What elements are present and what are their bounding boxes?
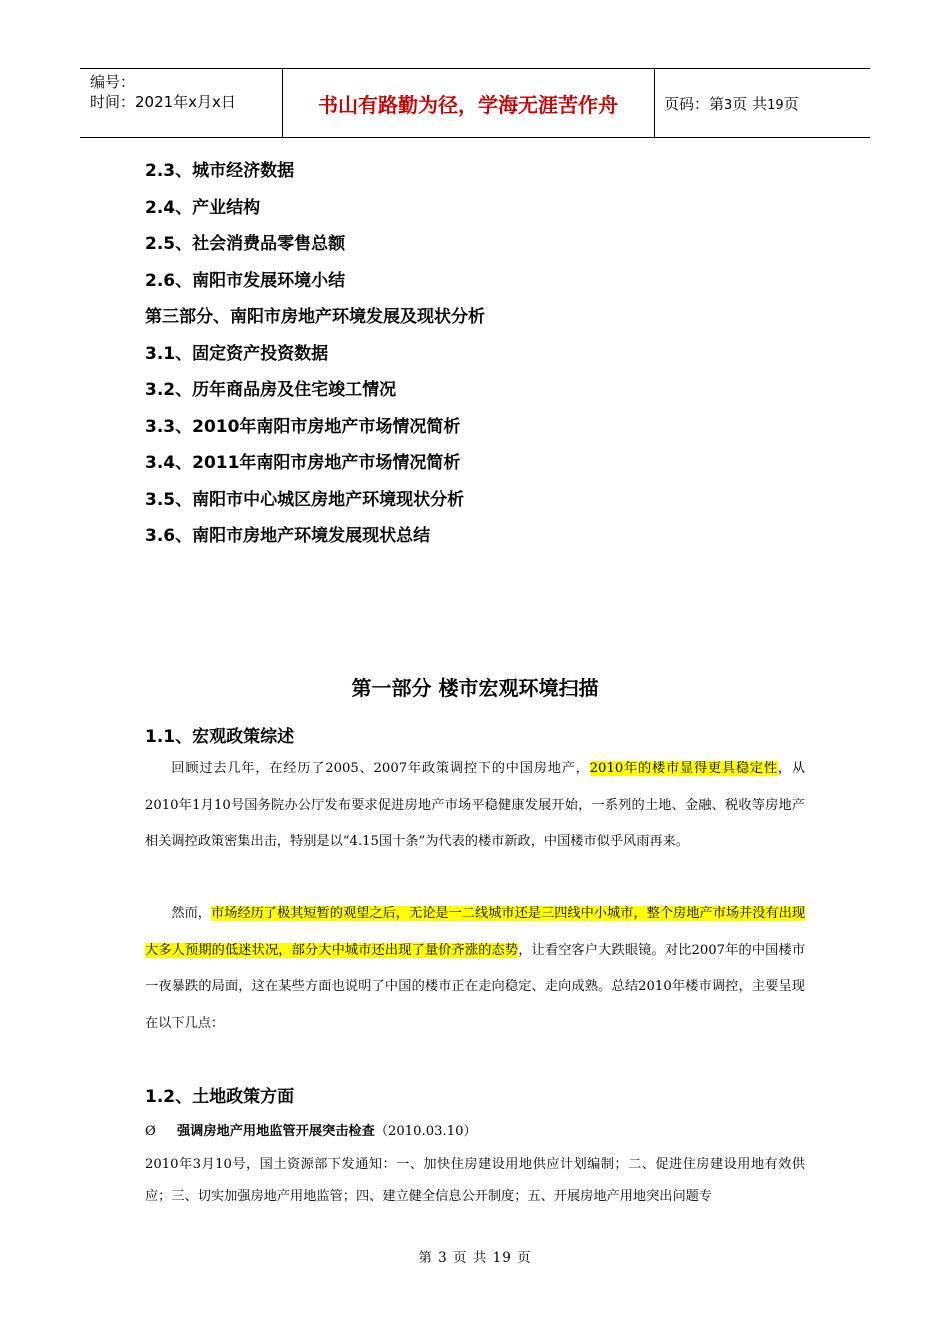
highlighted-text: 2010年的楼市显得更具稳定性: [589, 761, 778, 776]
paragraph-land-policy: 2010年3月10号，国土资源部下发通知：一、加快住房建设用地供应计划编制；二、促进住房建设用地有效供应；三、切实加强房地产用地监管；四、建立健全信息公开制度；五、开展房地产用地突出问题专: [145, 1157, 805, 1204]
bullet-item: [145, 1120, 477, 1139]
page-mid: 页 共: [732, 95, 768, 113]
toc-item: 2.3、城市经济数据: [145, 161, 295, 181]
toc-item: 2.5、社会消费品零售总额: [145, 234, 346, 254]
paragraph-market-summary: [145, 896, 805, 1042]
header-page-info: [664, 93, 799, 114]
page-number: 3: [724, 98, 733, 113]
header-meta: [90, 72, 236, 112]
page-total: 19: [767, 98, 784, 113]
page-suffix: 页: [783, 95, 799, 113]
page-footer: 第 3 页 共 19 页: [418, 1250, 532, 1266]
toc-item: 3.5、南阳市中心城区房地产环境现状分析: [145, 489, 465, 510]
doc-time-label: 时间：2021年x月x日: [90, 93, 236, 111]
paragraph-text: ，从2010年1月10号国务院办公厅发布要求促进房地产市场平稳健康发展开始，一系列的土地、金融、税收等房地产相关调控政策密集出击，特别是以“4.15国十条”为代表的楼市新政，中国楼市似乎风雨再来。: [145, 761, 806, 849]
doc-number-label: 编号：: [90, 73, 136, 91]
table-of-contents: [145, 160, 485, 562]
toc-item: 2.4、产业结构: [145, 197, 261, 218]
paragraph-text: 然而，: [171, 906, 211, 921]
toc-item: 第三部分、南阳市房地产环境发展及现状分析: [145, 307, 485, 327]
toc-item: 3.3、2010年南阳市房地产市场情况简析: [145, 416, 461, 437]
header-divider: [654, 69, 655, 137]
bullet-icon: Ø: [145, 1124, 156, 1139]
page-header: [80, 68, 870, 138]
section-heading-1-2: 1.2、土地政策方面: [145, 1087, 295, 1107]
paragraph-text: ，让看空客户大跌眼镜。对比2007年的中国楼市一夜暴跌的局面，这在某些方面也说明了中国的楼市正在走向稳定、走向成熟。总结2010年楼市调控，主要呈现在以下几点：: [145, 942, 806, 1031]
toc-item: 3.6、南阳市房地产环境发展现状总结: [145, 526, 431, 546]
toc-item: 2.6、南阳市发展环境小结: [145, 270, 346, 291]
highlighted-text: 市场经历了极其短暂的观望之后，无论是一二线城市还是三四线中小城市，整个房地产市场并没有出现大多人预期的低迷状况，部分大中城市还出现了量价齐涨的态势: [145, 906, 806, 958]
toc-item: 3.1、固定资产投资数据: [145, 343, 329, 364]
bullet-title: 强调房地产用地监管开展突击检查: [177, 1124, 375, 1139]
paragraph-text: 回顾过去几年，在经历了2005、2007年政策调控下的中国房地产，: [171, 761, 590, 776]
page-prefix: 页码：第: [664, 95, 725, 113]
toc-item: 3.4、2011年南阳市房地产市场情况简析: [145, 453, 461, 473]
paragraph-policy-overview: [145, 751, 805, 861]
header-motto: 书山有路勤为径，学海无涯苦作舟: [318, 92, 618, 117]
section-heading-1-1: 1.1、宏观政策综述: [145, 727, 295, 747]
toc-item: 3.2、历年商品房及住宅竣工情况: [145, 380, 397, 400]
part-title: 第一部分 楼市宏观环境扫描: [351, 676, 599, 700]
bullet-date: （2010.03.10）: [374, 1124, 477, 1139]
